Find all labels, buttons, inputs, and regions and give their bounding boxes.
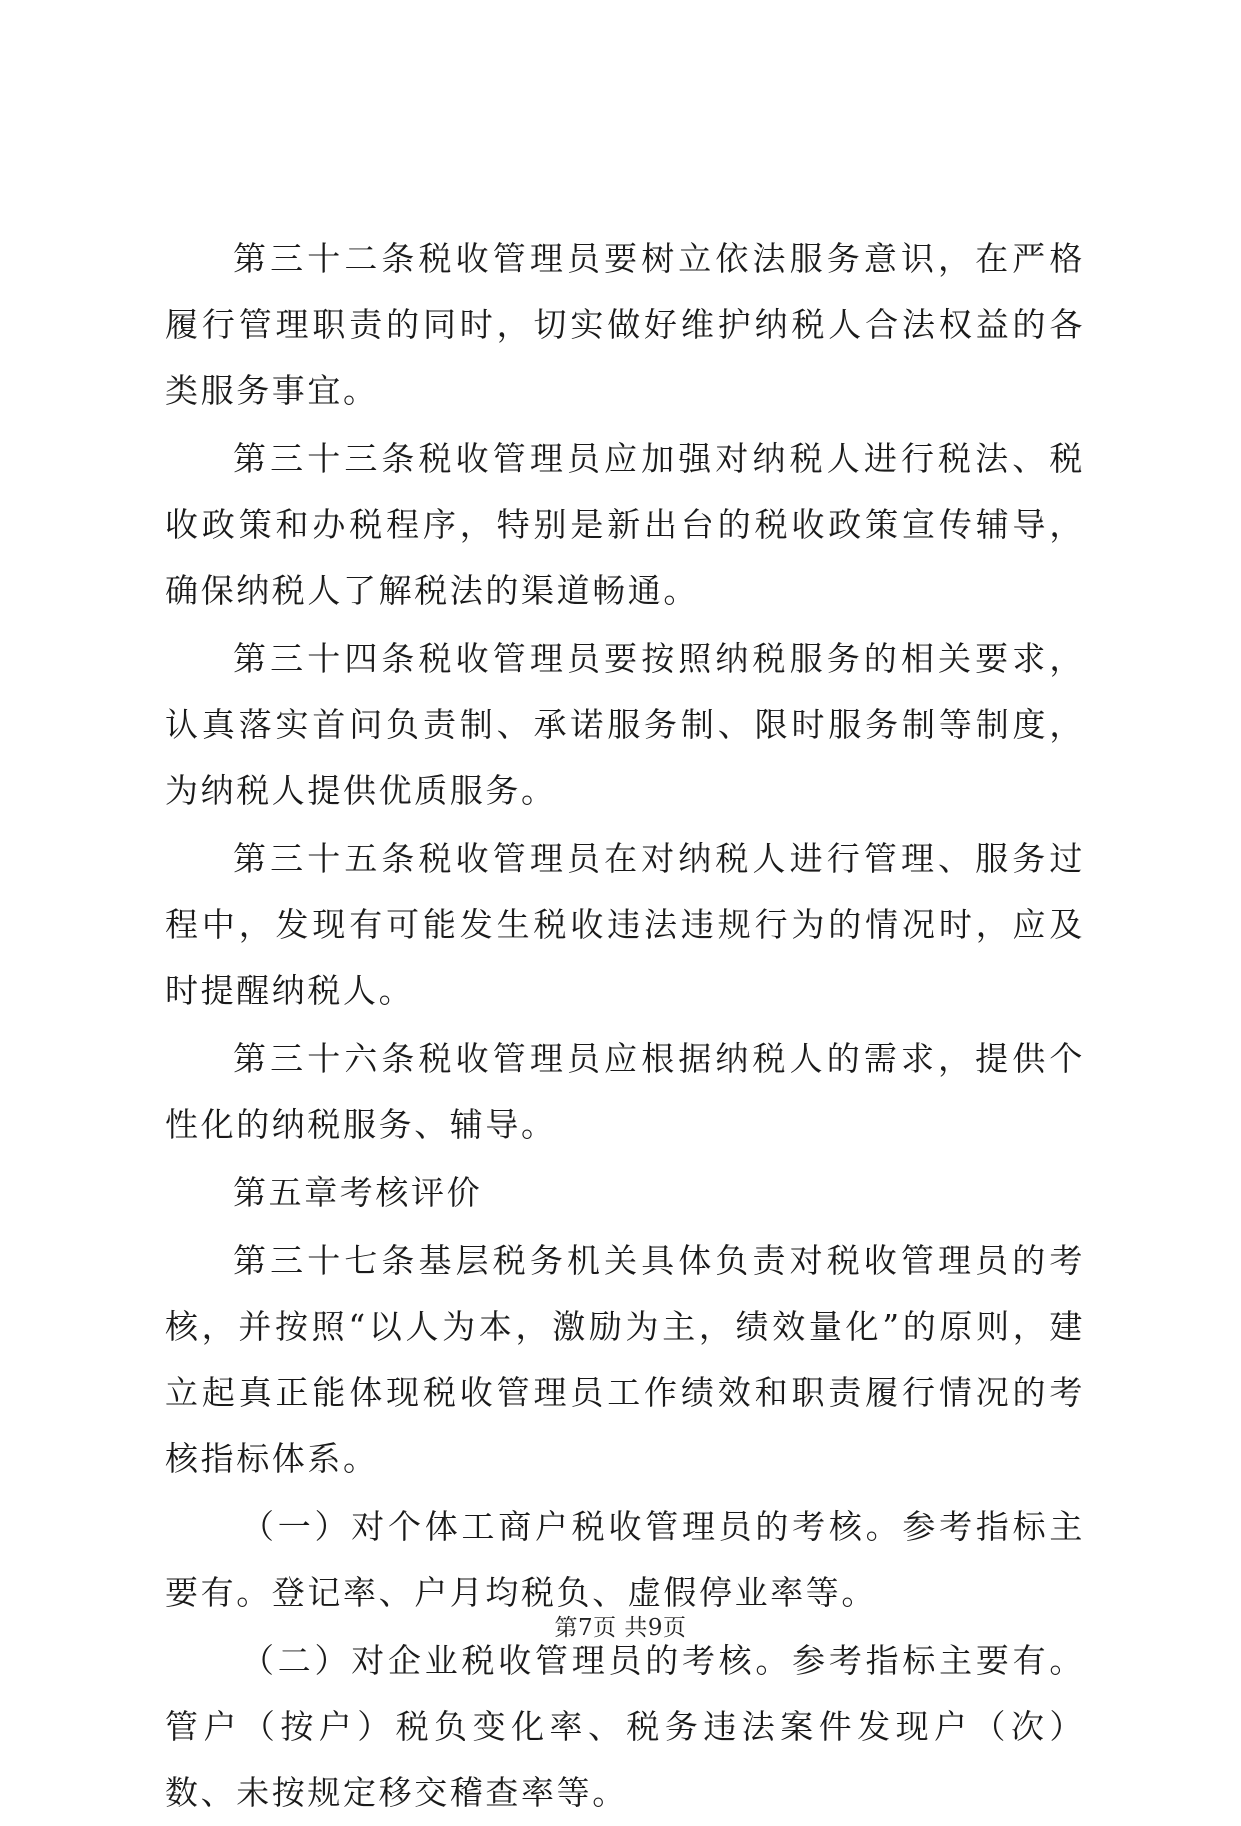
chapter-heading: 第五章考核评价	[233, 1173, 483, 1212]
document-body	[165, 226, 1085, 1826]
item-2-paragraph: （二）对企业税收管理员的考核。参考指标主要有。管户（按户）税负变化率、税务违法案件发现户（次）数、未按规定移交稽查率等。	[165, 1641, 1085, 1812]
article-33-paragraph: 第三十三条税收管理员应加强对纳税人进行税法、税收政策和办税程序，特别是新出台的税收政策宣传辅导，确保纳税人了解税法的渠道畅通。	[165, 439, 1085, 610]
article-37-paragraph: 第三十七条基层税务机关具体负责对税收管理员的考核，并按照“以人为本，激励为主，绩效量化”的原则，建立起真正能体现税收管理员工作绩效和职责履行情况的考核指标体系。	[165, 1241, 1085, 1478]
article-34-paragraph: 第三十四条税收管理员要按照纳税服务的相关要求，认真落实首问负责制、承诺服务制、限时服务制等制度，为纳税人提供优质服务。	[165, 639, 1085, 810]
article-36-paragraph: 第三十六条税收管理员应根据纳税人的需求，提供个性化的纳税服务、辅导。	[165, 1039, 1085, 1144]
page-number-footer: 第7页 共9页	[554, 1615, 687, 1641]
article-35-paragraph: 第三十五条税收管理员在对纳税人进行管理、服务过程中，发现有可能发生税收违法违规行为的情况时，应及时提醒纳税人。	[165, 839, 1085, 1010]
article-32-paragraph: 第三十二条税收管理员要树立依法服务意识，在严格履行管理职责的同时，切实做好维护纳税人合法权益的各类服务事宜。	[165, 239, 1085, 410]
item-1-paragraph: （一）对个体工商户税收管理员的考核。参考指标主要有。登记率、户月均税负、虚假停业率等。	[165, 1507, 1085, 1612]
